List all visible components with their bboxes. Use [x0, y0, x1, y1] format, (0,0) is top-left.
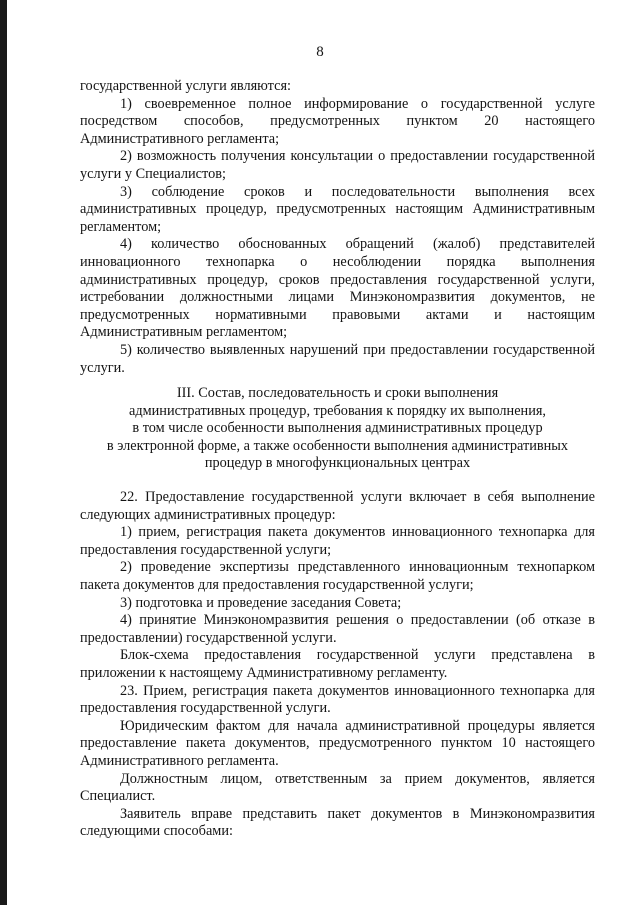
paragraph-procedure-1: 1) прием, регистрация пакета документов инновационного технопарка для предоставления государственной услуги; [80, 524, 595, 558]
paragraph-item-22: 22. Предоставление государственной услуги включает в себя выполнение следующих административных процедур: [80, 489, 595, 523]
paragraph-block-procedures [80, 489, 595, 841]
paragraph-indicator-2: 2) возможность получения консультации о предоставлении государственной услуги у Специалистов; [80, 148, 595, 182]
paragraph-indicator-5: 5) количество выявленных нарушений при предоставлении государственной услуги. [80, 341, 595, 376]
paragraph-legal-fact: Юридическим фактом для начала административной процедуры является предоставление пакета документов, предусмотренного пунктом 10 настоящего Административного регламента. [80, 717, 595, 769]
paragraph-submission-methods: Заявитель вправе представить пакет документов в Минэкономразвития следующими способами: [80, 805, 595, 840]
page-number: 8 [316, 44, 324, 60]
section-heading [80, 385, 595, 473]
section-heading-line: в том числе особенности выполнения административных процедур [132, 420, 543, 437]
paragraph-indicator-4: 4) количество обоснованных обращений (жалоб) представителей инновационного технопарка о несоблюдении порядка выполнения административных процедур, сроков предоставления государственной услуги, истребовании должностными лицами Минэкономразвития документов, не предусмотренных нормативными правовыми актами и настоящим Административным регламентом; [80, 236, 595, 341]
paragraph-intro: государственной услуги являются: [80, 78, 291, 94]
paragraph-procedure-2: 2) проведение экспертизы представленного инновационным технопарком пакета документов для предоставления государственной услуги; [80, 559, 595, 593]
paragraph-indicator-1: 1) своевременное полное информирование о государственной услуге посредством способов, предусмотренных пунктом 20 настоящего Административного регламента; [80, 95, 595, 147]
paragraph-procedure-3: 3) подготовка и проведение заседания Совета; [120, 594, 402, 611]
paragraph-indicator-3: 3) соблюдение сроков и последовательности выполнения всех административных процедур, предусмотренных настоящим Административным регламентом; [80, 183, 595, 235]
paragraph-item-23: 23. Прием, регистрация пакета документов инновационного технопарка для предоставления государственной услуги. [80, 682, 595, 717]
paragraph-block-quality-indicators [80, 78, 595, 377]
section-heading-line: административных процедур, требования к порядку их выполнения, [128, 402, 547, 419]
paragraph-procedure-4: 4) принятие Минэкономразвития решения о предоставлении (об отказе в предоставлении) государственной услуги. [80, 612, 595, 646]
section-heading-line: процедур в многофункциональных центрах [204, 455, 471, 472]
section-heading-line: в электронной форме, а также особенности выполнения административных [106, 437, 569, 454]
paragraph-flowchart-note: Блок-схема предоставления государственной услуги представлена в приложении к настоящему Административному регламенту. [80, 647, 595, 681]
paragraph-responsible-official: Должностным лицом, ответственным за прием документов, является Специалист. [80, 770, 595, 805]
section-heading-line: III. Состав, последовательность и сроки выполнения [176, 385, 499, 401]
scan-edge-bar [0, 0, 7, 905]
